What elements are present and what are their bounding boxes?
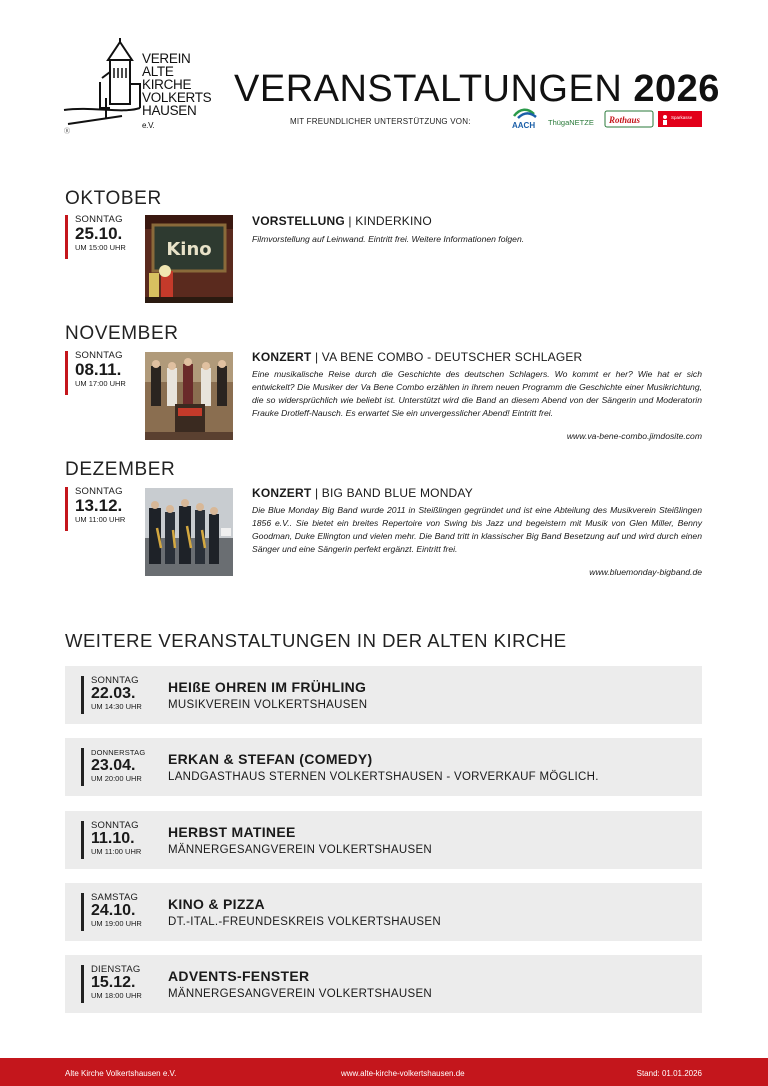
event-weekday: SONNTAG <box>75 214 123 225</box>
event-name: ERKAN & STEFAN (COMEDY) <box>168 751 373 767</box>
event-description: Die Blue Monday Big Band wurde 2011 in Steißlingen gegründet und ist eine Abteilung des Musikverein Steißlingen 1856 e.V.. Sie bietet ein breites Repertoire von Swing bis Jazz und begeistern mit Musik von Glen Miller, Benny Goodman, Duke Ellington und vielen mehr. Die Band tritt in klassischer Big Band Besetzung auf und wird durch einen Sänger und eine Sängerin perfekt ergänzt. Eintritt frei. <box>252 505 702 554</box>
sponsor-name: AACH <box>512 121 536 130</box>
event-title: KONZERT | BIG BAND BLUE MONDAY <box>252 486 473 500</box>
event-weekday: SAMSTAG <box>91 892 139 903</box>
event-date <box>65 351 126 395</box>
footer-org: Alte Kirche Volkertshausen e.V. <box>65 1069 177 1078</box>
event-name: VA BENE COMBO - DEUTSCHER SCHLAGER <box>321 350 583 364</box>
logo-line: HAUSEN <box>142 103 197 118</box>
event-date-value: 08.11. <box>75 360 122 379</box>
month-heading: DEZEMBER <box>65 459 176 480</box>
title-text: VERANSTALTUNGEN <box>234 68 623 110</box>
event-date-value: 23.04. <box>91 757 136 774</box>
event-name: HERBST MATINEE <box>168 824 296 840</box>
event-date <box>81 965 142 1003</box>
event-host: MÄNNERGESANGVEREIN VOLKERTSHAUSEN <box>168 988 433 1000</box>
sponsor-rothaus-logo <box>604 108 654 130</box>
event-time: UM 20:00 UHR <box>91 774 142 783</box>
event-name: ADVENTS-FENSTER <box>168 968 310 984</box>
further-event-card <box>65 738 702 796</box>
event-title: VORSTELLUNG | KINDERKINO <box>252 214 432 228</box>
further-event-card <box>65 883 702 941</box>
event-weekday: SONNTAG <box>91 820 139 831</box>
event-weekday: SONNTAG <box>75 486 123 497</box>
photo-label: Kino <box>166 239 212 260</box>
event-date-value: 15.12. <box>91 974 136 991</box>
event-host: MÄNNERGESANGVEREIN VOLKERTSHAUSEN <box>168 844 433 856</box>
event-weekday: DONNERSTAG <box>91 748 146 757</box>
footer-bar <box>0 1058 768 1086</box>
event-url[interactable]: www.va-bene-combo.jimdosite.com <box>566 431 702 441</box>
event-description: Filmvorstellung auf Leinwand. Eintritt frei. Weitere Informationen folgen. <box>252 234 525 244</box>
logo-line: VOLKERTS <box>142 90 212 105</box>
event-date <box>81 893 142 931</box>
event-date-value: 13.12. <box>75 496 123 515</box>
month-heading: OKTOBER <box>65 188 162 209</box>
event-time: UM 15:00 UHR <box>75 243 126 252</box>
further-events-heading: WEITERE VERANSTALTUNGEN IN DER ALTEN KIRCHE <box>65 630 567 651</box>
event-photo-kino <box>145 215 233 303</box>
club-logo <box>62 38 212 134</box>
event-date <box>65 487 125 531</box>
event-description: Eine musikalische Reise durch die Geschichte des deutschen Schlagers. Wo kommt er her? Wie hat er sich entwickelt? Die Musiker der Va Bene Combo erzählen in ihrem neuen Programm die Geschichte einer Musikrichtung, die so widersprüchlich wie beliebt ist. Unterstützt wird die Band an diesem Abend von der Sängerin und Moderatorin Frauke Drotleff-Nausch. Es erwartet Sie ein unvergesslicher Abend! Eintritt frei. <box>252 369 702 418</box>
sponsor-name: ThügaNETZE <box>548 118 594 127</box>
event-url[interactable]: www.bluemonday-bigband.de <box>589 567 702 577</box>
logo-suffix: e.V. <box>142 121 155 130</box>
further-event-card <box>65 666 702 724</box>
sponsor-aach-logo <box>510 108 546 130</box>
event-category: KONZERT <box>252 486 312 500</box>
support-text: MIT FREUNDLICHER UNTERSTÜTZUNG VON: <box>290 117 471 126</box>
footer-date: Stand: 01.01.2026 <box>636 1069 702 1078</box>
event-date <box>81 676 142 714</box>
event-date-value: 11.10. <box>91 830 135 847</box>
logo-line: VEREIN <box>142 51 191 66</box>
sponsor-sparkasse-logo <box>658 108 702 130</box>
event-time: UM 19:00 UHR <box>91 919 142 928</box>
event-host: DT.-ITAL.-FREUNDESKREIS VOLKERTSHAUSEN <box>168 916 441 928</box>
sponsor-name: Rothaus <box>609 115 641 125</box>
title-year: 2026 <box>633 68 720 110</box>
event-category: VORSTELLUNG <box>252 214 345 228</box>
event-name: KINDERKINO <box>355 214 432 228</box>
event-host: LANDGASTHAUS STERNEN VOLKERTSHAUSEN - VORVERKAUF MÖGLICH. <box>168 771 599 783</box>
event-time: UM 17:00 UHR <box>75 379 126 388</box>
event-name: HEIßE OHREN IM FRÜHLING <box>168 679 367 695</box>
event-weekday: SONNTAG <box>91 675 139 686</box>
further-event-card <box>65 811 702 869</box>
event-date <box>65 215 126 259</box>
page-title <box>234 68 720 111</box>
event-weekday: DIENSTAG <box>91 964 141 975</box>
logo-line: ALTE KIRCHE <box>142 64 192 92</box>
event-time: UM 11:00 UHR <box>91 847 142 856</box>
event-weekday: SONNTAG <box>75 350 123 361</box>
sponsor-thuega-logo <box>548 108 602 130</box>
event-date <box>81 748 145 786</box>
event-category: KONZERT <box>252 350 312 364</box>
event-host: MUSIKVEREIN VOLKERTSHAUSEN <box>168 699 368 711</box>
event-photo-bigband <box>145 488 233 576</box>
logo-wordmark <box>142 52 212 132</box>
event-date-value: 22.03. <box>91 685 136 702</box>
footer-website-link[interactable]: www.alte-kirche-volkertshausen.de <box>341 1069 465 1078</box>
event-title: KONZERT | VA BENE COMBO - DEUTSCHER SCHLAGER <box>252 350 583 364</box>
month-heading: NOVEMBER <box>65 323 179 344</box>
event-date <box>81 821 141 859</box>
event-time: UM 18:00 UHR <box>91 991 142 1000</box>
event-date-value: 25.10. <box>75 224 123 243</box>
event-name: KINO & PIZZA <box>168 896 265 912</box>
svg-text:Ⓡ: Ⓡ <box>64 129 71 134</box>
event-time: UM 14:30 UHR <box>91 702 142 711</box>
sponsor-name: Sparkasse <box>671 115 693 120</box>
event-name: BIG BAND BLUE MONDAY <box>321 486 473 500</box>
event-photo-band <box>145 352 233 440</box>
event-date-value: 24.10. <box>91 902 136 919</box>
event-time: UM 11:00 UHR <box>75 515 126 524</box>
further-event-card <box>65 955 702 1013</box>
